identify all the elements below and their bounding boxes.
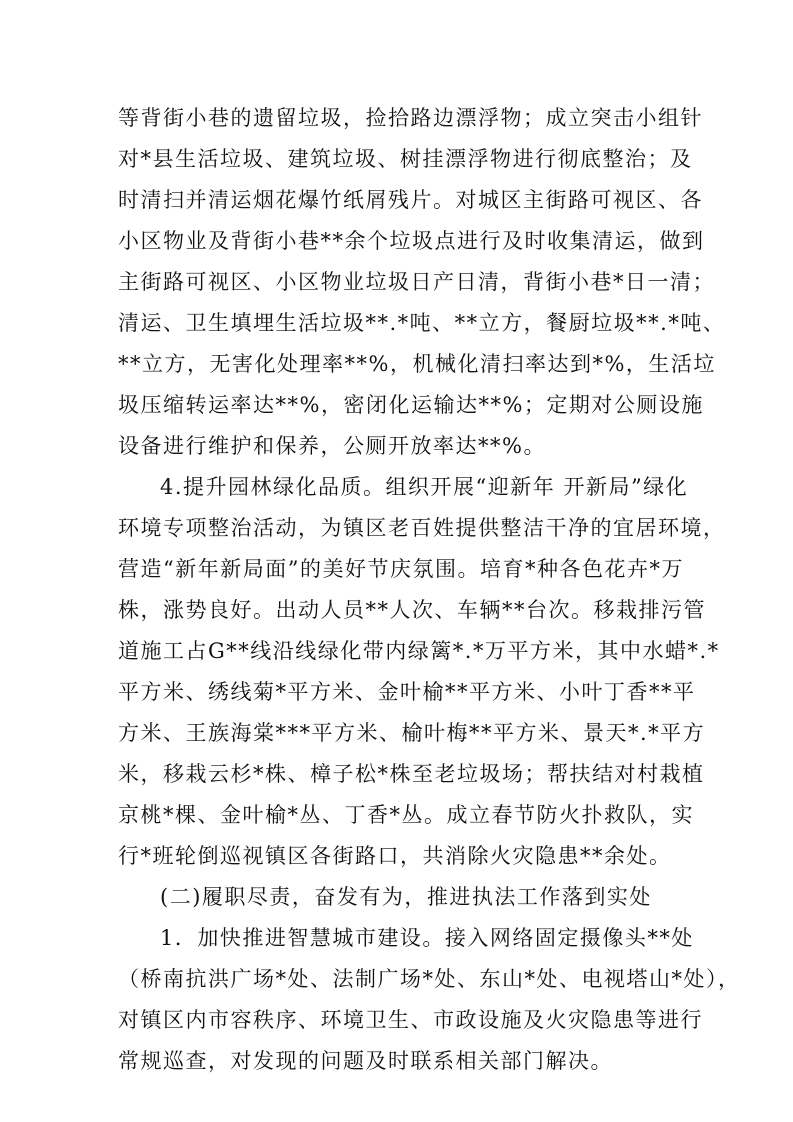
text-line: **立方，无害化处理率**%，机械化清扫率达到*%，生活垃 xyxy=(118,352,716,376)
text-line: 主街路可视区、小区物业垃圾日产日清，背街小巷*日一清； xyxy=(118,270,715,294)
text-line: 行*班轮倒巡视镇区各街路口，共消除火灾隐患**余处。 xyxy=(118,844,672,868)
text-line: 道施工占G**线沿线绿化带内绿篱*.*万平方米，其中水蜡*.* xyxy=(118,639,720,663)
text-line: 圾压缩转运率达**%，密闭化运输达**%；定期对公厕设施 xyxy=(118,393,704,417)
text-line: 设备进行维护和保养，公厕开放率达**%。 xyxy=(118,434,546,458)
text-line: 平方米、绣线菊*平方米、金叶榆**平方米、小叶丁香**平 xyxy=(118,680,696,704)
text-line: 方米、王族海棠***平方米、榆叶梅**平方米、景天*.*平方 xyxy=(118,721,706,745)
text-line: （桥南抗洪广场*处、法制广场*处、东山*处、电视塔山*处）， xyxy=(118,967,741,991)
paragraph-start-line: 4.提升园林绿化品质。组织开展“迎新年 开新局”绿化 xyxy=(160,475,689,499)
text-line: 等背街小巷的遗留垃圾，捡拾路边漂浮物；成立突击小组针 xyxy=(118,106,703,130)
text-line: 京桃*棵、金叶榆*丛、丁香*丛。成立春节防火扑救队，实 xyxy=(118,803,694,827)
paragraph-start-line: 1．加快推进智慧城市建设。接入网络固定摄像头**处 xyxy=(160,926,694,950)
text-line: 株，涨势良好。出动人员**人次、车辆**台次。移栽排污管 xyxy=(118,598,706,622)
text-line: 对镇区内市容秩序、环境卫生、市政设施及火灾隐患等进行 xyxy=(118,1008,703,1032)
text-line: 对*县生活垃圾、建筑垃圾、树挂漂浮物进行彻底整治；及 xyxy=(118,147,693,171)
section-heading: (二)履职尽责，奋发有为，推进执法工作落到实处 xyxy=(160,885,652,909)
text-line: 小区物业及背街小巷**余个垃圾点进行及时收集清运，做到 xyxy=(118,229,705,253)
text-line: 常规巡查，对发现的问题及时联系相关部门解决。 xyxy=(118,1049,613,1073)
text-line: 清运、卫生填埋生活垃圾**.*吨、**立方，餐厨垃圾**.*吨、 xyxy=(118,311,726,335)
text-line: 环境专项整治活动，为镇区老百姓提供整洁干净的宜居环境， xyxy=(118,516,726,540)
text-line: 米，移栽云杉*株、樟子松*株至老垃圾场；帮扶结对村栽植 xyxy=(118,762,705,786)
text-line: 营造“新年新局面”的美好节庆氛围。培育*种各色花卉*万 xyxy=(118,557,684,581)
text-line: 时清扫并清运烟花爆竹纸屑残片。对城区主街路可视区、各 xyxy=(118,188,703,212)
